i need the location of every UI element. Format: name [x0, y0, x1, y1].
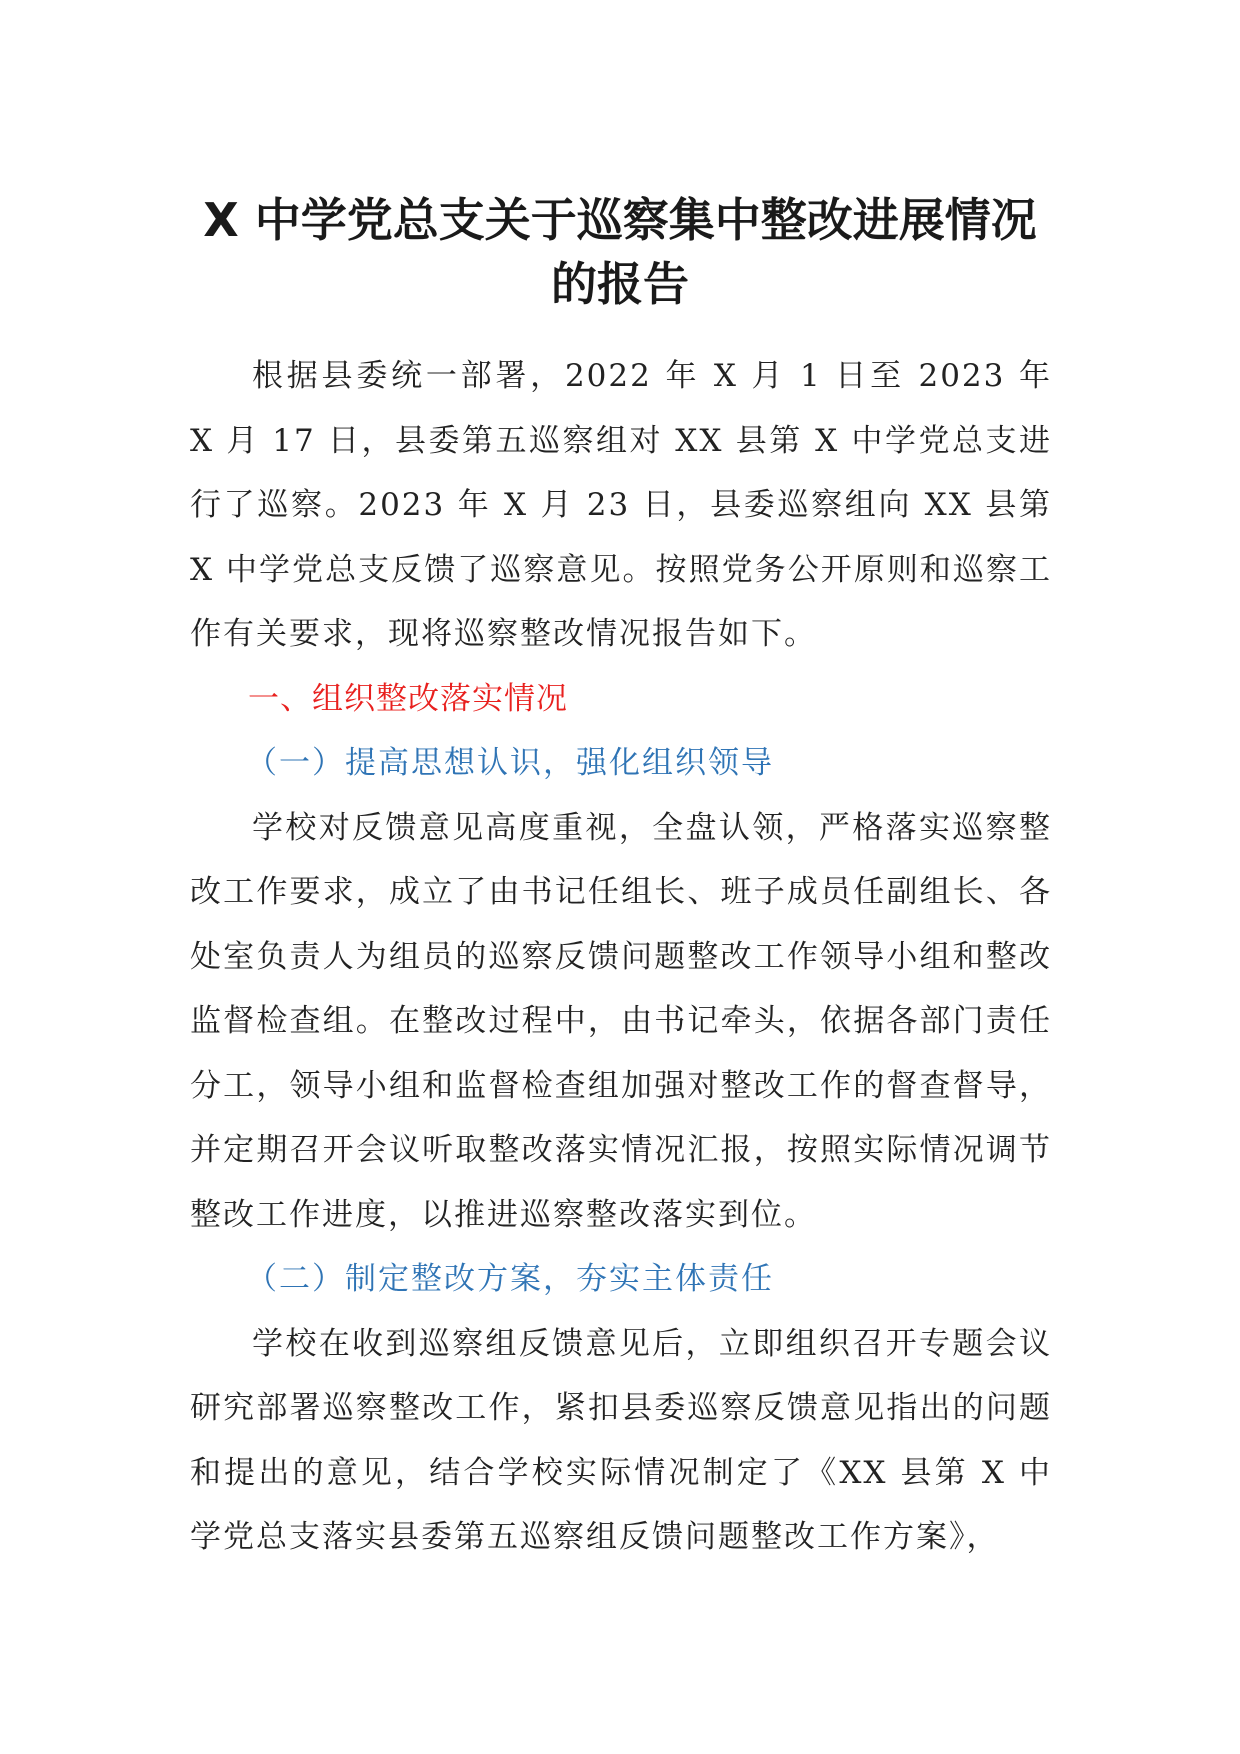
subsection-1-heading: （一）提高思想认识，强化组织领导	[246, 745, 774, 781]
report-title	[150, 188, 1090, 316]
section-1-heading: 一、组织整改落实情况	[248, 680, 568, 717]
intro-paragraph: 根据县委统一部署，2022 年 X 月 1 日至 2023 年 X 月 17 日，县委第五巡察组对 XX 县第 X 中学党总支进行了巡察。2023 年 X 月 23 日，县委巡察组向 XX 县第 X 中学党总支反馈了巡察意见。按照党务公开原则和巡察工作有关要求，现将巡察整改情况报告如下。	[190, 358, 1052, 652]
report-body	[190, 344, 1052, 1570]
subsection-2-heading: （二）制定整改方案，夯实主体责任	[246, 1261, 774, 1297]
subsection-1-paragraph: 学校对反馈意见高度重视，全盘认领，严格落实巡察整改工作要求，成立了由书记任组长、班子成员任副组长、各处室负责人为组员的巡察反馈问题整改工作领导小组和整改监督检查组。在整改过程中，由书记牵头，依据各部门责任分工，领导小组和监督检查组加强对整改工作的督查督导，并定期召开会议听取整改落实情况汇报，按照实际情况调节整改工作进度，以推进巡察整改落实到位。	[190, 809, 1052, 1233]
title-line-1: X 中学党总支关于巡察集中整改进展情况	[203, 193, 1037, 247]
subsection-2-paragraph: 学校在收到巡察组反馈意见后，立即组织召开专题会议研究部署巡察整改工作，紧扣县委巡察反馈意见指出的问题和提出的意见，结合学校实际情况制定了《XX 县第 X 中学党总支落实县委第五巡察组反馈问题整改工作方案》，	[190, 1325, 1052, 1555]
title-line-2: 的报告	[551, 257, 689, 311]
